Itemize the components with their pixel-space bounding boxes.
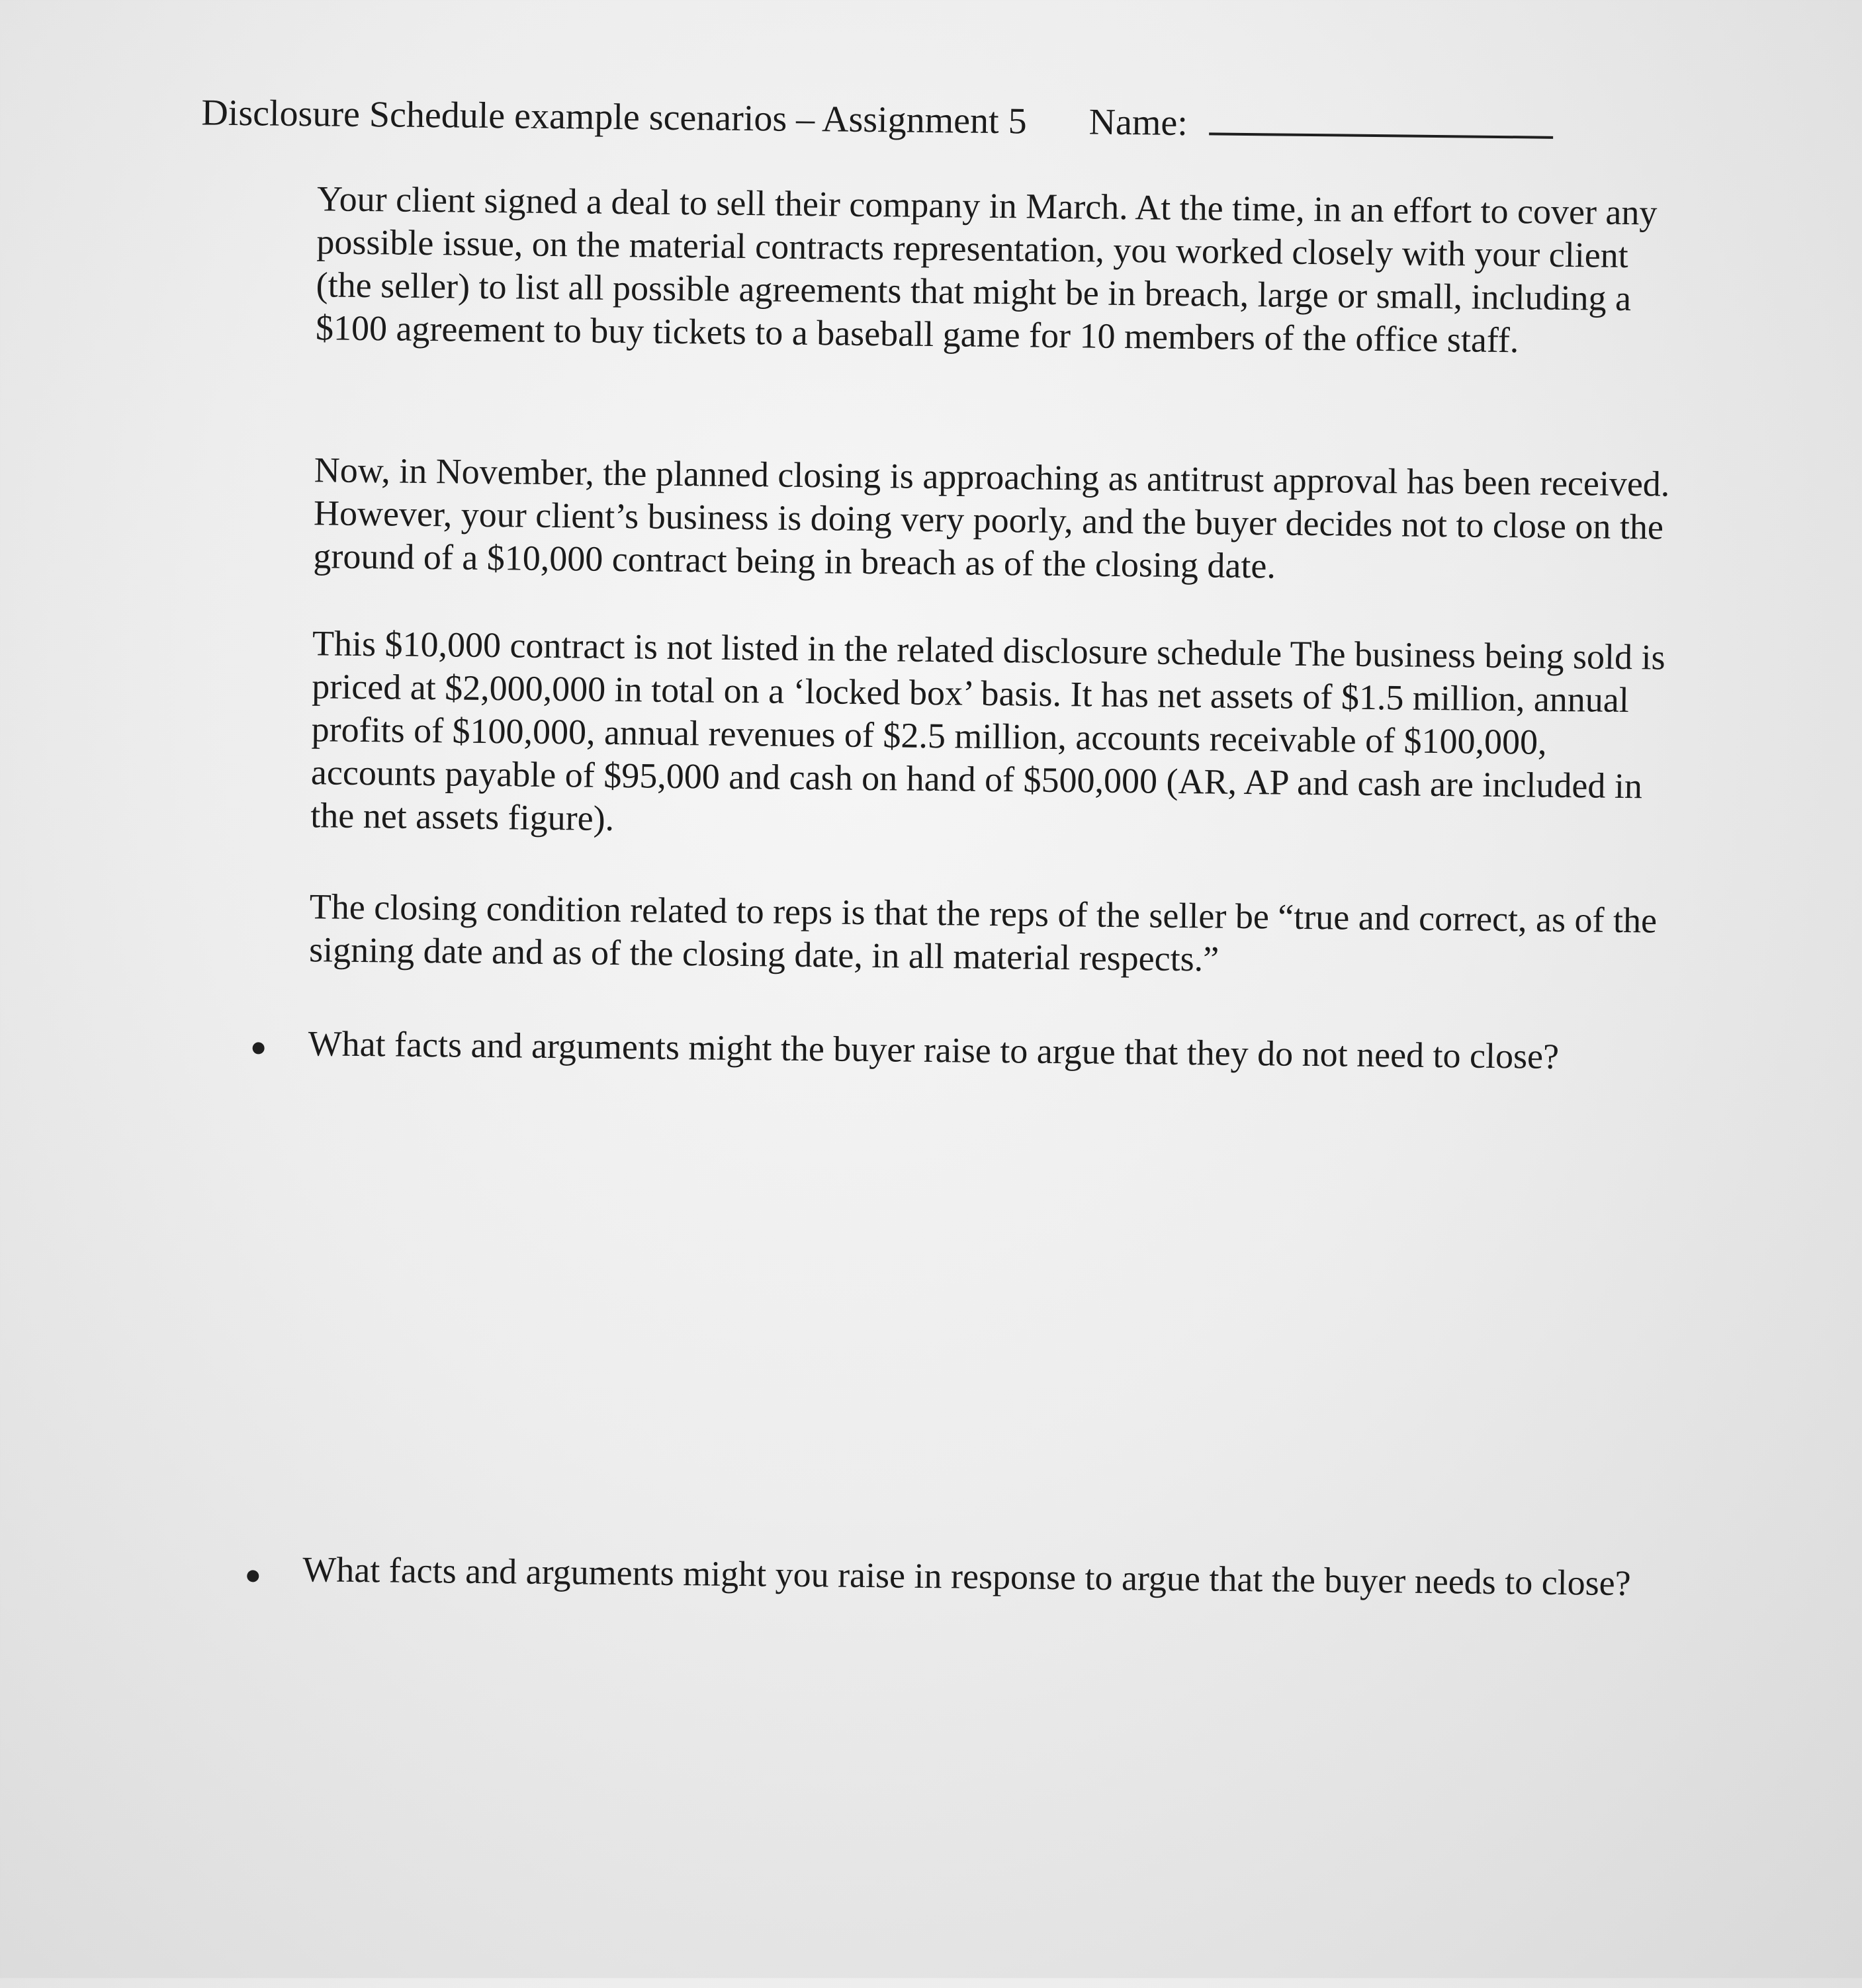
scenario-paragraph-financials: This $10,000 contract is not listed in the related disclosure schedule The business being sold is priced at $2,000,000 in total on a ‘locked box’ basis. It has net assets of $1.5 million, annual profits of $100,000, annual revenues of $2.5 million, accounts receivable of $100,000, accounts payable of $95,000 and cash on hand of $500,000 (AR, AP and cash are included in the net assets figure). bbox=[310, 623, 1665, 839]
question-buyer-arguments: What facts and arguments might the buyer raise to argue that they do not need to close? bbox=[308, 1023, 1560, 1076]
scenario-paragraph-signing: Your client signed a deal to sell their company in March. At the time, in an effort to cover any possible issue, on the material contracts representation, you worked closely with your client (the seller) to list all possible agreements that might be in breach, large or small, including a $100 agreement to buy tickets to a baseball game for 10 members of the office staff. bbox=[315, 179, 1658, 361]
assignment-title: Disclosure Schedule example scenarios – Assignment 5 bbox=[201, 92, 1027, 142]
page-header bbox=[201, 83, 1553, 150]
name-label: Name: bbox=[1088, 101, 1188, 144]
bullet-icon bbox=[253, 1042, 265, 1054]
scenario-paragraph-closing-condition: The closing condition related to reps is that the reps of the seller be “true and correct, as of the signing date and as of the closing date, in all material respects.” bbox=[308, 886, 1658, 979]
name-blank-line bbox=[1209, 94, 1554, 138]
question-response-arguments: What facts and arguments might you raise in response to argue that the buyer needs to close? bbox=[302, 1549, 1631, 1604]
bullet-icon bbox=[247, 1570, 259, 1582]
scenario-paragraph-closing: Now, in November, the planned closing is approaching as antitrust approval has been received. However, your client’s business is doing very poorly, and the buyer decides not to close on the ground of a $10,000 contract being in breach as of the closing date. bbox=[313, 450, 1670, 586]
